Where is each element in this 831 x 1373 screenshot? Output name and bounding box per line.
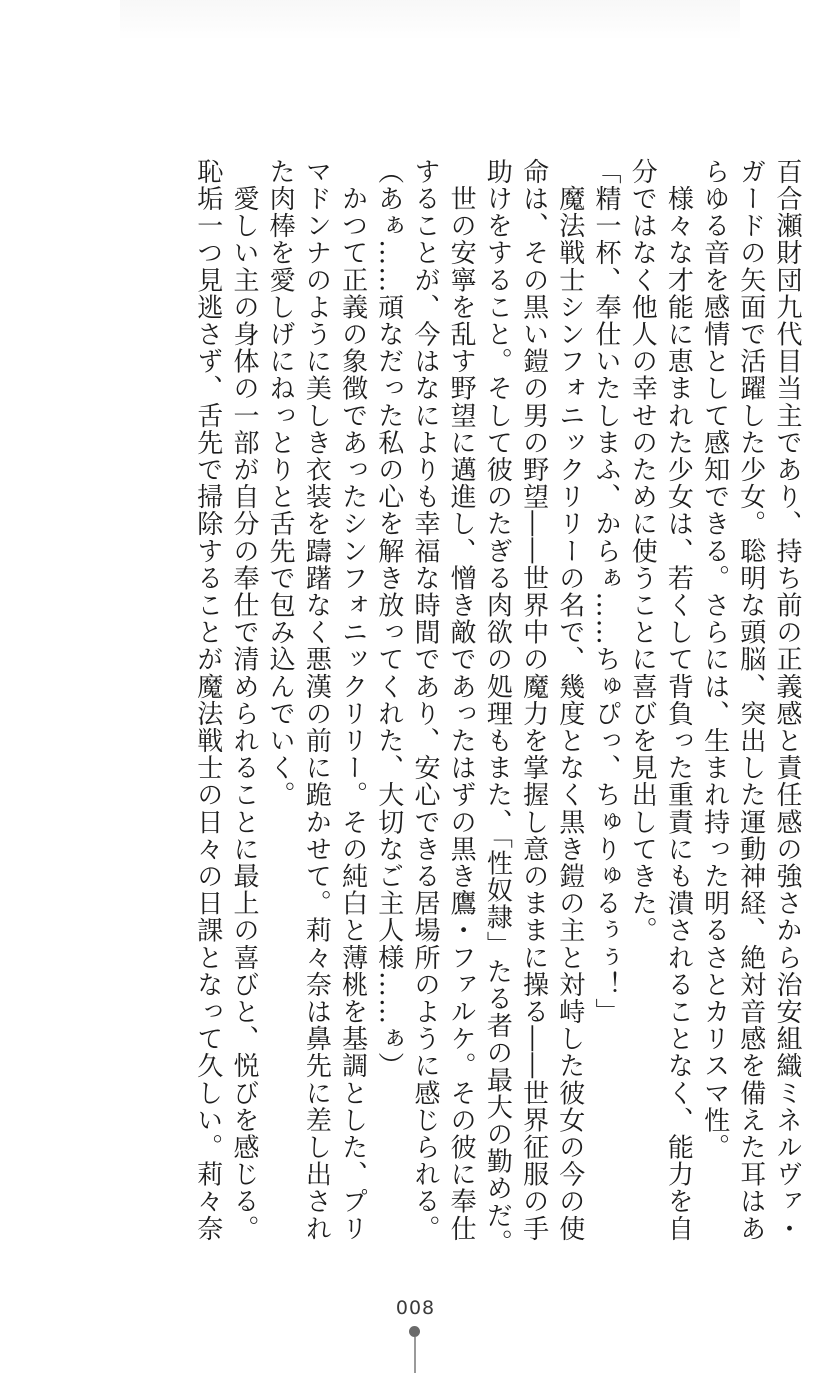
text-line-8: 命は、その黒い鎧の男の野望――世界中の魔力を掌握し意のままに操る――世界征服の手 — [518, 158, 549, 1242]
text-line-13: かつて正義の象徴であったシンフォニックリリー。その純白と薄桃を基調とした、プリ — [337, 158, 368, 1242]
text-line-9: 助けをすること。そして彼のたぎる肉欲の処理もまた、「性奴隷」たる者の最大の勤めだ。 — [482, 158, 513, 1257]
page-number: 008 — [395, 1297, 436, 1319]
folio-rule-ornament — [414, 1337, 416, 1373]
text-line-11: することが、今はなによりも幸福な時間であり、安心できる居場所のように感じられる。 — [409, 158, 440, 1242]
text-line-7: 魔法戦士シンフォニックリリーの名で、幾度となく黒き鎧の主と対峙した彼女の今の使 — [554, 158, 585, 1242]
text-line-5: 分ではなく他人の幸せのために使うことに喜びを見出してきた。 — [627, 158, 658, 944]
text-line-17: 恥垢一つ見逃さず、舌先で掃除することが魔法戦士の日々の日課となって久しい。莉々奈 — [192, 158, 223, 1242]
page-footer — [0, 1297, 831, 1319]
top-bleed-shadow — [120, 0, 740, 40]
text-line-14: マドンナのように美しき衣装を躊躇なく悪漢の前に跪かせて。莉々奈は鼻先に差し出され — [301, 158, 332, 1242]
novel-body-text — [95, 158, 805, 1257]
text-line-1: 百合瀬財団九代目当主であり、持ち前の正義感と責任感の強さから治安組織ミネルヴァ・ — [772, 158, 802, 1242]
folio-dot-ornament — [409, 1326, 420, 1337]
text-line-6: 「精一杯、奉仕いたしまふ、からぁ……ちゅぴっ、ちゅりゅるぅぅ！」 — [590, 158, 621, 1026]
text-line-15: た肉棒を愛しげにねっとりと舌先で包み込んでいく。 — [265, 158, 296, 809]
text-line-2: ガードの矢面で活躍した少女。聡明な頭脳、突出した運動神経、絶対音感を備えた耳はあ — [735, 158, 766, 1242]
text-line-16: 愛しい主の身体の一部が自分の奉仕で清められることに最上の喜びと、悦びを感じる。 — [228, 158, 259, 1242]
text-line-10: 世の安寧を乱す野望に邁進し、憎き敵であったはずの黒き鷹・ファルケ。その彼に奉仕 — [446, 158, 477, 1242]
text-line-4: 様々な才能に恵まれた少女は、若くして背負った重責にも潰されることなく、能力を自 — [663, 158, 694, 1242]
text-line-12: （あぁ……頑なだった私の心を解き放ってくれた、大切なご主人様……ぁ） — [373, 158, 404, 1080]
text-line-3: らゆる音を感情として感知できる。さらには、生まれ持った明るさとカリスマ性。 — [699, 158, 730, 1161]
